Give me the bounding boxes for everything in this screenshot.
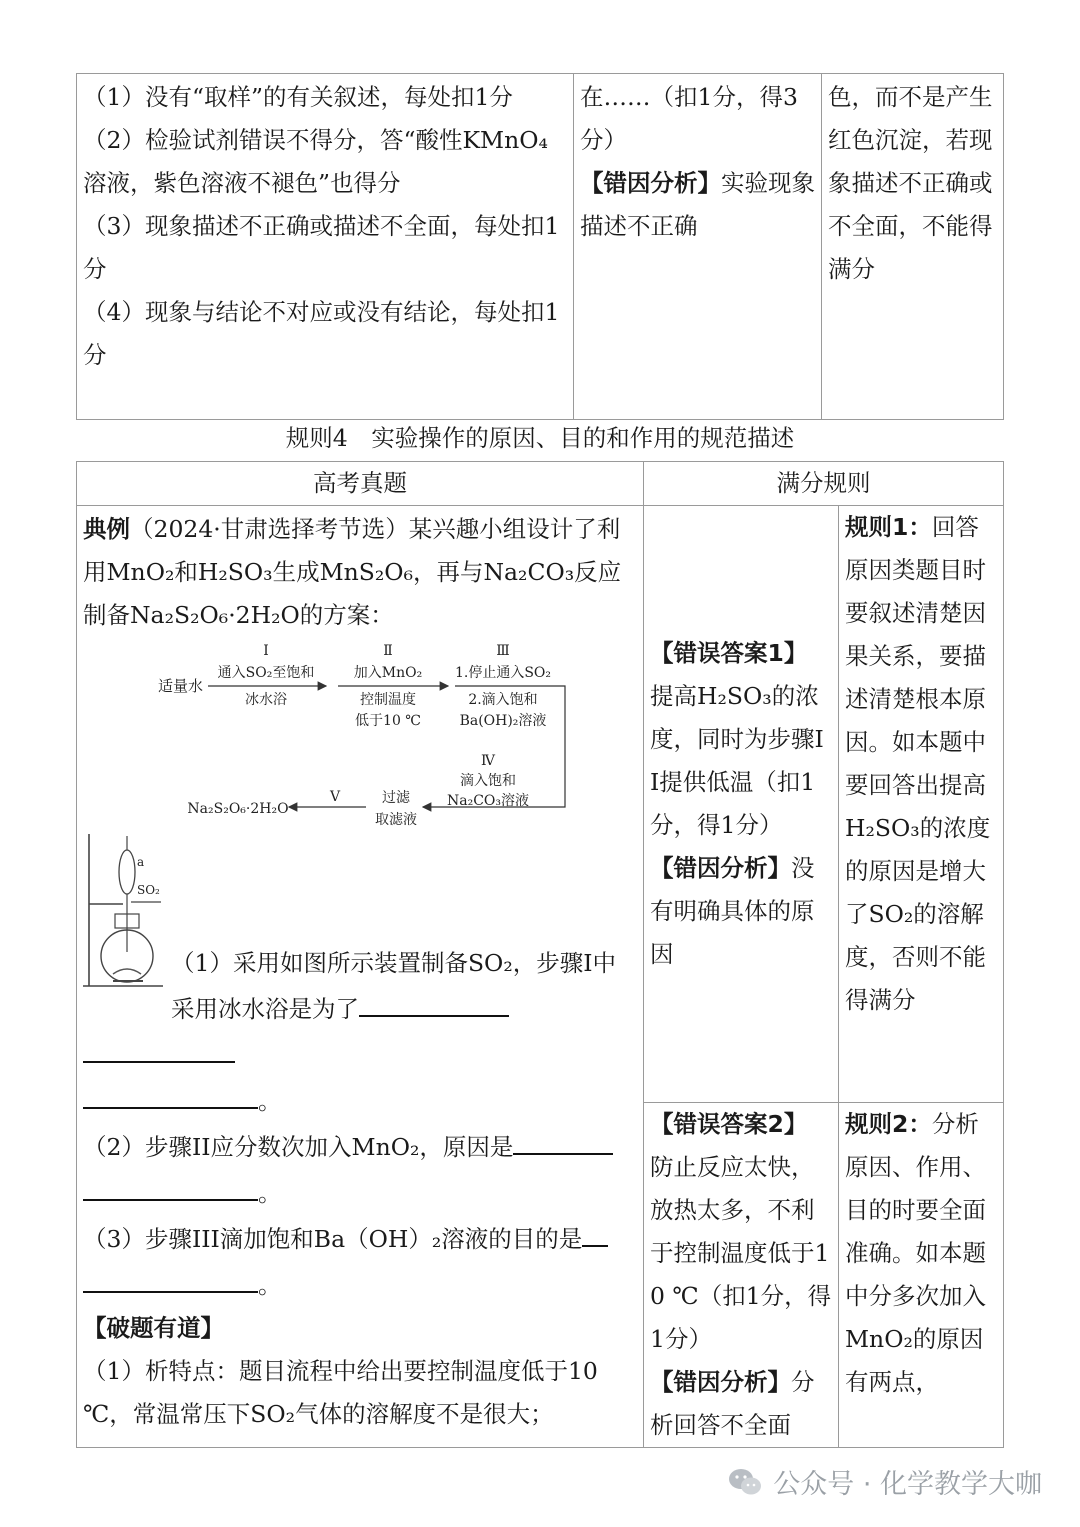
flow-start: 适量水: [158, 677, 204, 695]
flow-step4-line1: 滴入饱和: [460, 773, 516, 789]
answer-blank-1c[interactable]: [83, 1077, 258, 1109]
period-3: 。: [258, 1271, 282, 1299]
top-col2-text: 在……（扣1分，得3分）: [580, 83, 798, 154]
answer-blank-2a[interactable]: [513, 1123, 613, 1155]
wrong-answer-2-label: 【错误答案2】: [650, 1110, 808, 1138]
watermark-text: 公众号 · 化学教学大咖: [773, 1469, 1042, 1500]
top-cause-label: 【错因分析】: [580, 169, 721, 197]
top-col1-line-1: （1）没有“取样”的有关叙述，每处扣1分: [83, 83, 513, 111]
example-label: 典例: [83, 515, 130, 543]
question-1: [83, 839, 637, 1031]
period-2: 。: [258, 1179, 282, 1207]
cause-1: [650, 847, 832, 976]
question-1-text: （1）采用如图所示装置制备SO₂，步骤I中采用冰水浴是为了: [171, 949, 617, 1023]
header-left: 高考真题: [77, 462, 644, 506]
cause-2-text: 分析回答不全面: [650, 1368, 815, 1439]
answer-blank-line-3b: [83, 1261, 637, 1307]
answer-blank-3b[interactable]: [83, 1261, 258, 1293]
example-intro: [83, 508, 637, 637]
flow-step2-bottom1: 控制温度: [360, 692, 416, 708]
wrong-answer-2-text: 防止反应太快，放热太多，不利于控制温度低于10 ℃（扣1分，得1分）: [650, 1153, 832, 1353]
flow-step1-top: 通入SO₂至饱和: [217, 665, 315, 681]
flow-step2-top: 加入MnO₂: [353, 665, 423, 681]
period-1: 。: [258, 1087, 282, 1115]
flow-chart: [83, 641, 623, 841]
rule-title: 规则4 实验操作的原因、目的和作用的规范描述: [285, 424, 795, 452]
top-col1-line-4: （4）现象与结论不对应或没有结论，每处扣1分: [83, 298, 560, 369]
top-table: [76, 73, 1004, 420]
answer-blank-1b[interactable]: [83, 1031, 235, 1063]
example-intro-text: （2024·甘肃选择考节选）某兴趣小组设计了利用MnO₂和H₂SO₃生成MnS₂O₆，再与Na₂CO₃反应制备Na₂S₂O₆·2H₂O的方案：: [83, 515, 622, 629]
apparatus-label-a: a: [137, 855, 145, 869]
answer-blank-1a[interactable]: [359, 985, 509, 1017]
flow-step2-num: Ⅱ: [383, 643, 393, 659]
rule-1-cell: [839, 506, 1004, 1103]
cause-2-label: 【错因分析】: [650, 1368, 791, 1396]
answer-blank-3a[interactable]: [582, 1215, 608, 1247]
answer-blank-line-1b: [83, 1031, 637, 1077]
header-right: 满分规则: [644, 462, 1004, 506]
solve-text: （1）析特点：题目流程中给出要控制温度低于10 ℃，常温常压下SO₂气体的溶解度不是很大；: [83, 1357, 598, 1428]
top-col3: 色，而不是产生红色沉淀，若现象描述不正确或不全面，不能得满分: [822, 74, 1004, 420]
top-col2-analysis: [580, 162, 815, 248]
top-col2: [574, 74, 822, 420]
flow-step5-num: Ⅴ: [329, 789, 341, 805]
main-table: [76, 461, 1004, 1448]
top-col1-line-3: （3）现象描述不正确或描述不全面，每处扣1分: [83, 212, 560, 283]
apparatus-label-so2: SO₂: [137, 883, 160, 897]
question-2: [83, 1123, 637, 1169]
flow-step1-num: Ⅰ: [263, 643, 269, 659]
wrong-answer-2-cell: [644, 1103, 839, 1448]
flow-product: Na₂S₂O₆·2H₂O: [187, 801, 289, 817]
flow-filter1: 过滤: [382, 790, 410, 806]
rule-1-label: 规则1：: [845, 513, 932, 541]
wrong-answer-1-label: 【错误答案1】: [650, 639, 808, 667]
question-3-text: （3）步骤III滴加饱和Ba（OH）₂溶液的目的是: [83, 1225, 583, 1253]
question-cell: [77, 506, 644, 1448]
flow-step3-num: Ⅲ: [496, 643, 510, 659]
cause-1-label: 【错因分析】: [650, 854, 791, 882]
wechat-icon: [727, 1467, 763, 1497]
flow-step4-num: Ⅳ: [481, 753, 495, 769]
flow-step3-top: 1.停止通入SO₂: [454, 665, 552, 681]
flow-step2-bottom2: 低于10 ℃: [355, 713, 421, 729]
answer-blank-line-2b: [83, 1169, 637, 1215]
cause-2: [650, 1361, 832, 1447]
wrong-answer-1-text: 提高H₂SO₃的浓度，同时为步骤II提供低温（扣1分，得1分）: [650, 682, 824, 839]
rule-2-label: 规则2：: [845, 1110, 932, 1138]
apparatus-image: [83, 834, 165, 994]
top-col1-line-2: （2）检验试剂错误不得分，答“酸性KMnO₄溶液，紫色溶液不褪色”也得分: [83, 126, 548, 197]
top-cause-text: 实验现象描述不正确: [580, 169, 815, 240]
flow-step1-bottom: 冰水浴: [245, 692, 287, 708]
question-3: [83, 1215, 637, 1261]
watermark: [727, 1462, 1042, 1501]
flow-filter2: 取滤液: [375, 812, 417, 828]
rule-2-text: 分析原因、作用、目的时要全面准确。如本题中分多次加入MnO₂的原因有两点，: [845, 1110, 986, 1396]
question-2-text: （2）步骤II应分数次加入MnO₂，原因是: [83, 1133, 514, 1161]
flow-step3-bottom2: Ba(OH)₂溶液: [459, 713, 547, 729]
answer-blank-2b[interactable]: [83, 1169, 258, 1201]
flow-step3-bottom1: 2.滴入饱和: [468, 692, 538, 708]
wrong-answer-1-cell: [644, 506, 839, 1103]
rule-1-text: 回答原因类题目时要叙述清楚因果关系，要描述清楚根本原因。如本题中要回答出提高H₂SO₃的浓度的原因是增大了SO₂的溶解度，否则不能得满分: [845, 513, 991, 1014]
answer-blank-line-1c: [83, 1077, 637, 1123]
rule-2-cell: [839, 1103, 1004, 1448]
cause-1-text: 没有明确具体的原因: [650, 854, 815, 968]
question-1-wrap: [83, 839, 637, 1031]
solve-label: 【破题有道】: [83, 1314, 224, 1342]
flow-step4-line2: Na₂CO₃溶液: [446, 793, 530, 809]
top-col1: [77, 74, 574, 420]
